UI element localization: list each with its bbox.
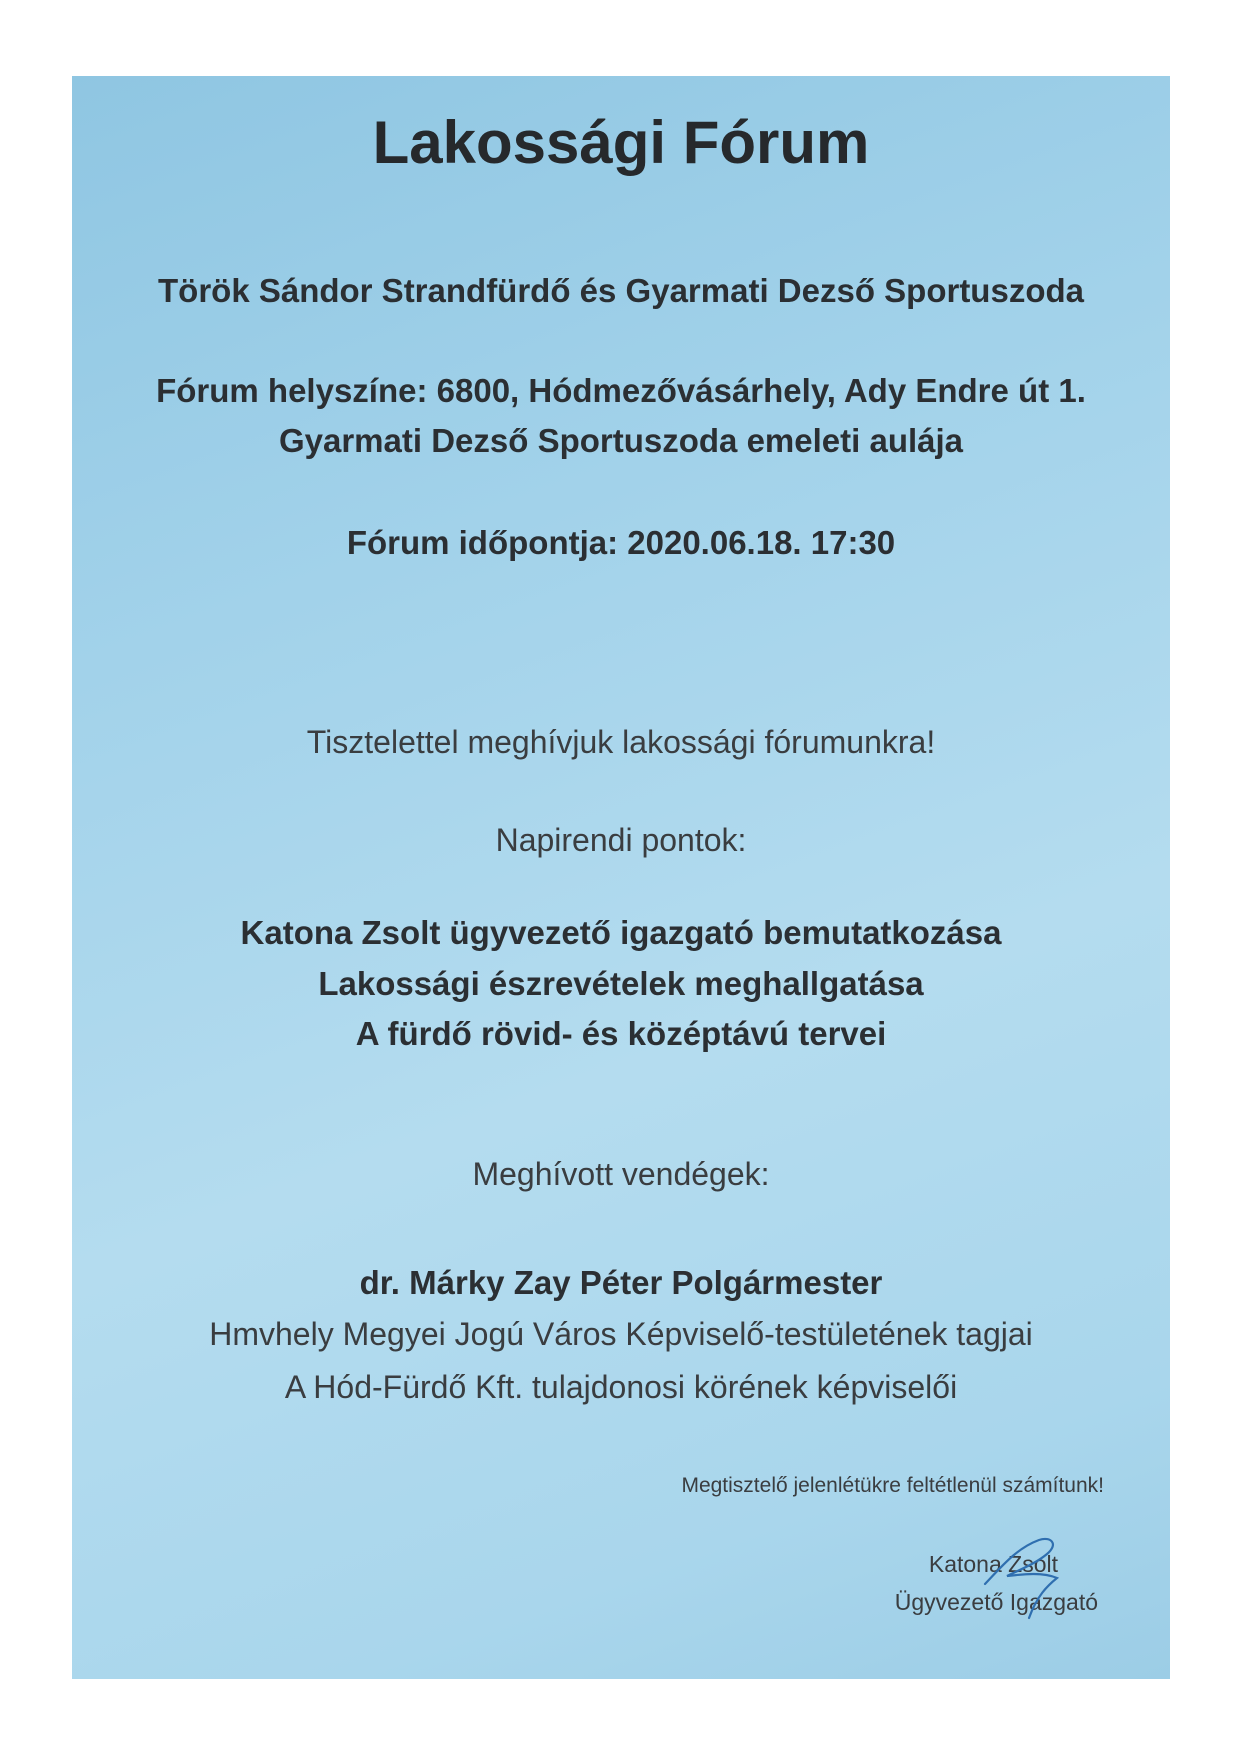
handwritten-signature-icon — [977, 1526, 1087, 1636]
poster — [72, 76, 1170, 1679]
poster-title: Lakossági Fórum — [372, 109, 870, 176]
agenda-heading: Napirendi pontok: — [495, 822, 747, 858]
signer-name: Katona Zsolt — [928, 1551, 1058, 1577]
location-line-2: Gyarmati Dezső Sportuszoda emeleti aulája — [278, 422, 964, 459]
agenda-item: Lakossági észrevételek meghallgatása — [318, 965, 924, 1002]
signer-role: Ügyvezető Igazgató — [894, 1589, 1098, 1615]
guest-item: A Hód-Fürdő Kft. tulajdonosi körének képviselői — [284, 1369, 958, 1405]
closing-text: Megtisztelő jelenlétükre feltétlenül számítunk! — [681, 1474, 1104, 1497]
guest-item: Hmvhely Megyei Jogú Város Képviselő-testületének tagjai — [209, 1316, 1033, 1352]
guests-heading: Meghívott vendégek: — [472, 1156, 770, 1192]
agenda-item: Katona Zsolt ügyvezető igazgató bemutatkozása — [240, 914, 1002, 951]
guest-item: dr. Márky Zay Péter Polgármester — [359, 1264, 883, 1301]
poster-subtitle: Török Sándor Strandfürdő és Gyarmati Dezső Sportuszoda — [158, 272, 1084, 309]
location-line-1: Fórum helyszíne: 6800, Hódmezővásárhely, Ady Endre út 1. — [156, 372, 1086, 409]
forum-time: Fórum időpontja: 2020.06.18. 17:30 — [346, 524, 896, 561]
agenda-item: A fürdő rövid- és középtávú tervei — [355, 1015, 887, 1052]
invitation-text: Tisztelettel meghívjuk lakossági fórumunkra! — [306, 724, 936, 760]
